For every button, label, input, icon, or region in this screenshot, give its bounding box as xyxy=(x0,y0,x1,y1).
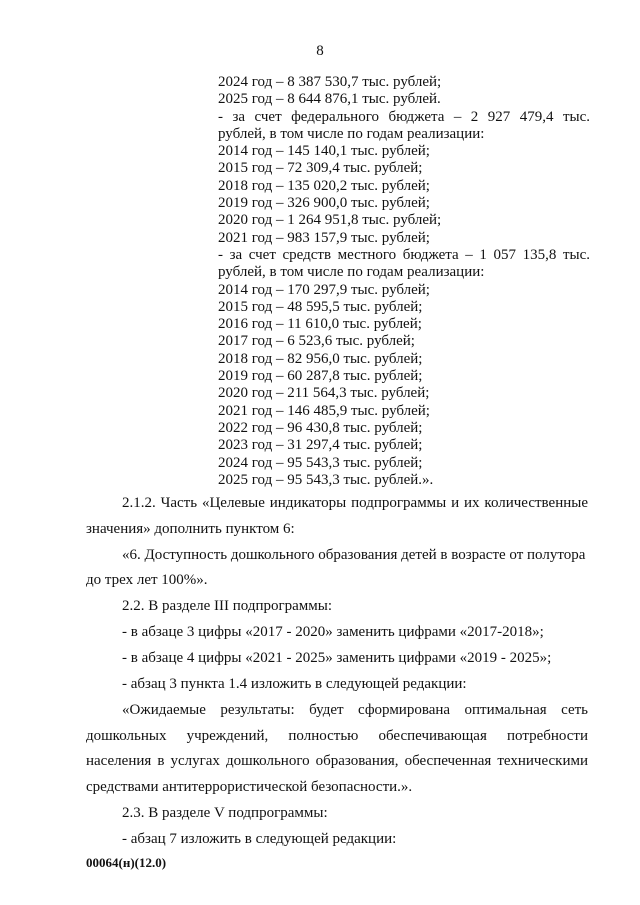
funding-line: 2020 год – 1 264 951,8 тыс. рублей; xyxy=(218,212,442,229)
funding-line: 2015 год – 48 595,5 тыс. рублей; xyxy=(218,298,423,315)
paragraph-line: средствами антитеррористической безопасности.». xyxy=(86,779,413,795)
funding-line: 2018 год – 82 956,0 тыс. рублей; xyxy=(218,350,423,367)
funding-line: 2025 год – 95 543,3 тыс. рублей.». xyxy=(218,471,434,488)
funding-line: 2022 год – 96 430,8 тыс. рублей; xyxy=(218,419,423,436)
paragraph-line: 2.2. В разделе III подпрограммы: xyxy=(122,598,333,614)
paragraph-line: - в абзаце 3 цифры «2017 - 2020» заменить цифрами «2017-2018»; xyxy=(122,624,544,640)
paragraph-line: до трех лет 100%». xyxy=(86,572,208,588)
funding-line: 2014 год – 170 297,9 тыс. рублей; xyxy=(218,281,430,298)
paragraph-line: «6. Доступность дошкольного образования детей в возрасте от полутора xyxy=(122,547,586,563)
funding-line: рублей, в том числе по годам реализации: xyxy=(218,125,485,142)
funding-line: 2023 год – 31 297,4 тыс. рублей; xyxy=(218,437,423,454)
funding-line: - за счет средств местного бюджета – 1 057 135,8 тыс. xyxy=(218,246,590,263)
paragraph-line: - в абзаце 4 цифры «2021 - 2025» заменить цифрами «2019 - 2025»; xyxy=(122,650,552,666)
paragraph-line: 2.1.2. Часть «Целевые индикаторы подпрограммы и их количественные xyxy=(122,495,588,511)
funding-line: 2019 год – 60 287,8 тыс. рублей; xyxy=(218,368,423,385)
funding-line: - за счет федерального бюджета – 2 927 479,4 тыс. xyxy=(218,108,590,125)
page-number: 8 xyxy=(316,43,324,59)
funding-line: 2017 год – 6 523,6 тыс. рублей; xyxy=(218,333,415,350)
funding-line: 2020 год – 211 564,3 тыс. рублей; xyxy=(218,385,430,402)
funding-line: 2014 год – 145 140,1 тыс. рублей; xyxy=(218,143,430,160)
funding-line: 2021 год – 983 157,9 тыс. рублей; xyxy=(218,229,430,246)
paragraph-line: населения в услугах дошкольного образования, обеспеченная техническими xyxy=(86,753,588,769)
paragraph-line: «Ожидаемые результаты: будет сформирована оптимальная сеть xyxy=(122,702,588,718)
paragraph-line: 2.3. В разделе V подпрограммы: xyxy=(122,805,328,821)
funding-line: 2018 год – 135 020,2 тыс. рублей; xyxy=(218,177,430,194)
funding-line: 2015 год – 72 309,4 тыс. рублей; xyxy=(218,160,423,177)
document-code: 00064(н)(12.0) xyxy=(86,855,167,870)
paragraph-line: значения» дополнить пунктом 6: xyxy=(86,521,295,537)
funding-line: рублей, в том числе по годам реализации: xyxy=(218,264,485,281)
funding-line: 2019 год – 326 900,0 тыс. рублей; xyxy=(218,195,430,212)
paragraph-line: - абзац 3 пункта 1.4 изложить в следующей редакции: xyxy=(122,676,467,692)
funding-line: 2025 год – 8 644 876,1 тыс. рублей. xyxy=(218,91,441,108)
paragraph-line: - абзац 7 изложить в следующей редакции: xyxy=(122,831,397,847)
funding-line: 2024 год – 95 543,3 тыс. рублей; xyxy=(218,454,423,471)
funding-line: 2021 год – 146 485,9 тыс. рублей; xyxy=(218,402,430,419)
funding-list xyxy=(218,74,590,489)
paragraph-line: дошкольных учреждений, полностью обеспечивающая потребности xyxy=(86,728,588,744)
funding-line: 2024 год – 8 387 530,7 тыс. рублей; xyxy=(218,74,442,90)
funding-line: 2016 год – 11 610,0 тыс. рублей; xyxy=(218,316,422,333)
